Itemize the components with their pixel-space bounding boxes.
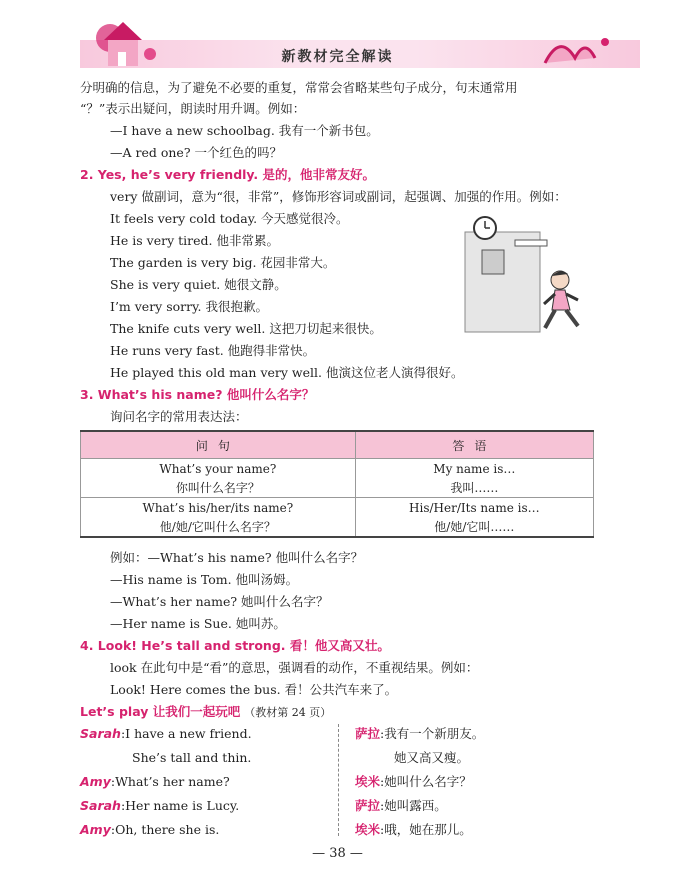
speaker-name: Sarah [80, 798, 121, 813]
dialogue-line-cn: 萨拉:她叫露西。 [355, 798, 447, 813]
dialogue-text: I have a new friend. [125, 726, 252, 741]
speaker-name-cn: 萨拉 [355, 798, 381, 813]
dialogue-line-cn: 萨拉:我有一个新朋友。 [355, 726, 485, 741]
example-line: —What’s her name? 她叫什么名字？ [110, 594, 329, 609]
page-number: — 38 — [312, 846, 363, 861]
name-expressions-table [80, 430, 594, 538]
column-divider [338, 724, 339, 836]
section-2-explain: very 做副词，意为“很，非常”，修饰形容词或副词，起强调、加强的作用。例如： [110, 189, 567, 204]
dialogue-line-cn: 埃米:哦，她在那儿。 [355, 822, 472, 837]
example-line: —Her name is Sue. 她叫苏。 [110, 616, 286, 631]
table-cell: 他/她/它叫…… [355, 517, 593, 537]
dialogue-line [132, 750, 251, 766]
example-line: He runs very fast. 他跑得非常快。 [110, 343, 316, 358]
speaker-name-cn: 埃米 [355, 822, 381, 837]
lets-play-heading: Let’s play 让我们一起玩吧 [80, 704, 241, 719]
textbook-page-ref: （教材第 24 页） [244, 706, 332, 719]
speaker-name: Sarah [80, 726, 121, 741]
example-line: —His name is Tom. 他叫汤姆。 [110, 572, 299, 587]
table-cell: My name is… [355, 459, 593, 479]
intro-line-2: “？”表示出疑问，朗读时用升调。例如： [80, 101, 306, 116]
dialogue-line: Amy:Oh, there she is. [80, 822, 220, 837]
dialogue-line-cn: 埃米:她叫什么名字？ [355, 774, 472, 789]
dialogue-text: Her name is Lucy. [125, 798, 240, 813]
table-cell: 我叫…… [355, 478, 593, 498]
dialogue-text: What’s her name? [115, 774, 230, 789]
example-line: She is very quiet. 她很文静。 [110, 277, 287, 292]
example-line: The garden is very big. 花园非常大。 [110, 255, 336, 270]
dialogue-text: Oh, there she is. [115, 822, 220, 837]
table-cell: 他/她/它叫什么名字？ [81, 517, 356, 537]
speaker-name-cn: 萨拉 [355, 726, 381, 741]
dialogue-text-cn: 她叫什么名字？ [384, 774, 472, 789]
example-line: I’m very sorry. 我很抱歉。 [110, 299, 268, 314]
dialogue-text-cn: 她又高又瘦。 [394, 750, 470, 765]
dialogue-line: Sarah:Her name is Lucy. [80, 798, 240, 813]
section-3-heading: 3. What’s his name? 他叫什么名字？ [80, 387, 315, 402]
running-boy-illustration [460, 210, 600, 335]
table-row [81, 459, 594, 479]
header-title: 新教材完全解读 [281, 49, 394, 65]
intro-example-2: —A red one? 一个红色的吗？ [110, 145, 282, 160]
table-row [81, 478, 594, 498]
table-cell: What’s his/her/its name? [81, 498, 356, 518]
dialogue-text: She’s tall and thin. [132, 750, 252, 765]
table-cell: What’s your name? [81, 459, 356, 479]
dialogue-line: Sarah:I have a new friend. [80, 726, 252, 741]
speaker-name: Amy [80, 774, 111, 789]
example-line: The knife cuts very well. 这把刀切起来很快。 [110, 321, 382, 336]
dialogue-text-cn: 她叫露西。 [384, 798, 447, 813]
section-4-heading: 4. Look! He’s tall and strong. 看！他又高又壮。 [80, 638, 390, 653]
dialogue-line: Amy:What’s her name? [80, 774, 230, 789]
section-3-intro: 询问名字的常用表达法： [110, 409, 248, 424]
table-cell: His/Her/Its name is… [355, 498, 593, 518]
table-header-question: 问句 [81, 431, 356, 459]
example-line: He played this old man very well. 他演这位老人演得很好。 [110, 365, 464, 380]
table-row [81, 498, 594, 518]
table-row [81, 517, 594, 537]
speaker-name-cn: 埃米 [355, 774, 381, 789]
example-line: It feels very cold today. 今天感觉很冷。 [110, 211, 349, 226]
example-line: He is very tired. 他非常累。 [110, 233, 279, 248]
lets-play-heading-row [80, 704, 331, 721]
table-header-answer: 答语 [355, 431, 593, 459]
example-line: 例如：—What’s his name? 他叫什么名字？ [110, 550, 364, 565]
speaker-name: Amy [80, 822, 111, 837]
table-cell: 你叫什么名字？ [81, 478, 356, 498]
intro-example-1: —I have a new schoolbag. 我有一个新书包。 [110, 123, 379, 138]
dialogue-text-cn: 我有一个新朋友。 [384, 726, 485, 741]
dialogue-line-cn [394, 750, 469, 766]
section-4-explain: look 在此句中是“看”的意思，强调看的动作，不重视结果。例如： [110, 660, 479, 675]
dialogue-text-cn: 哦，她在那儿。 [384, 822, 472, 837]
section-4-example: Look! Here comes the bus. 看！公共汽车来了。 [110, 682, 398, 697]
section-2-heading: 2. Yes, he’s very friendly. 是的，他非常友好。 [80, 167, 376, 182]
intro-line-1: 分明确的信息，为了避免不必要的重复，常常会省略某些句子成分，句末通常用 [80, 80, 518, 95]
